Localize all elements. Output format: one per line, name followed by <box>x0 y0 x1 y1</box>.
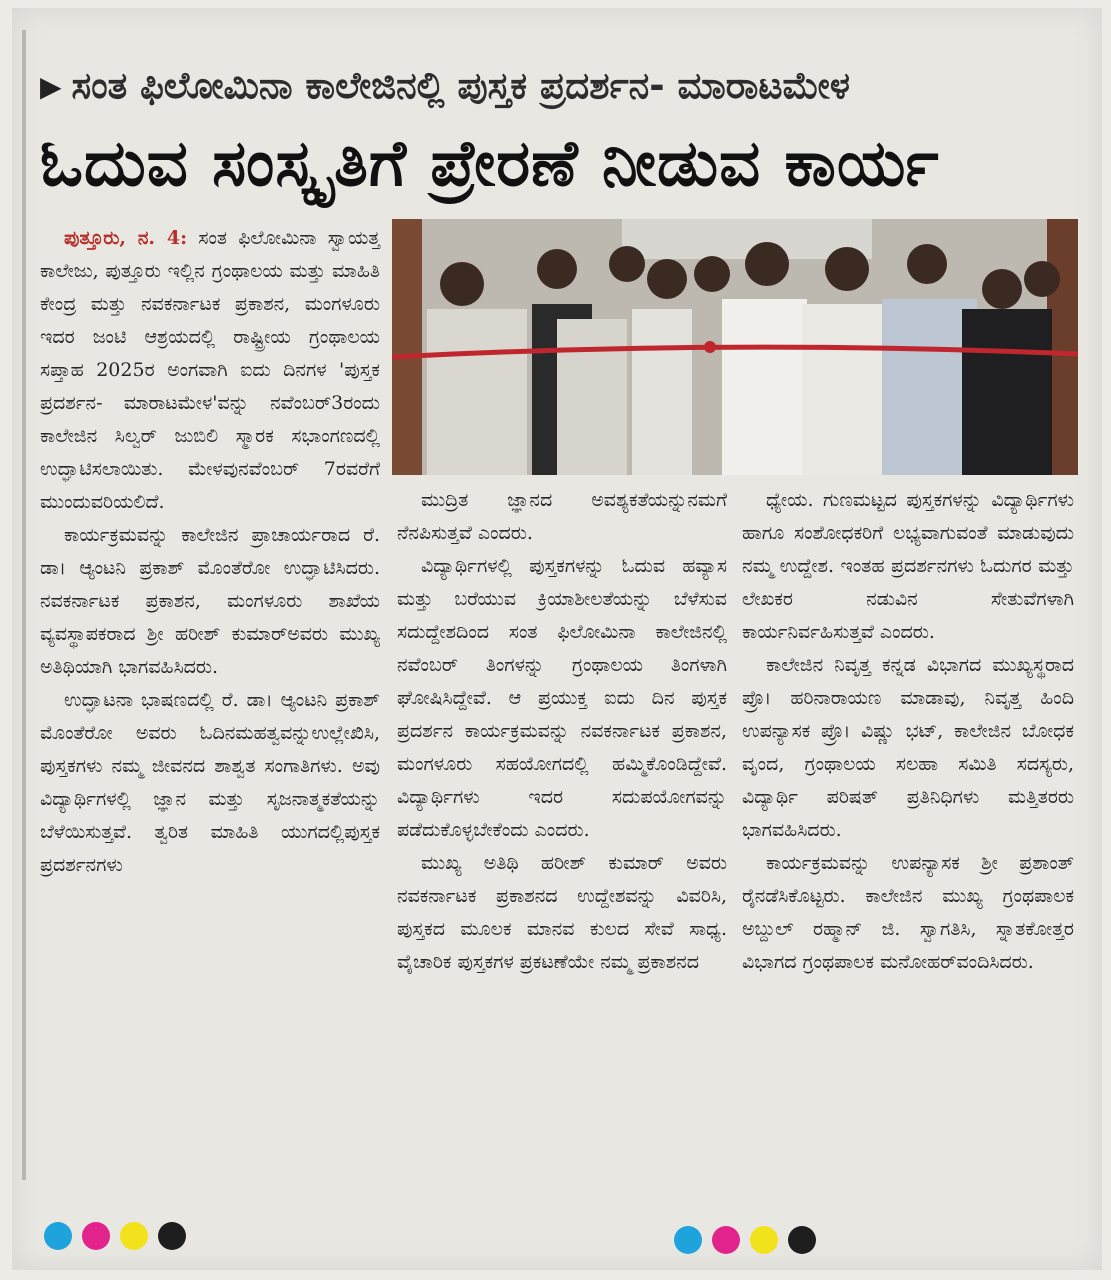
yellow-dot <box>120 1222 148 1250</box>
paragraph: ಧ್ಯೇಯ. ಗುಣಮಟ್ಟದ ಪುಸ್ತಕಗಳನ್ನು ವಿದ್ಯಾರ್ಥಿಗಳು ಹಾಗೂ ಸಂಶೋಧಕರಿಗೆ ಲಭ್ಯವಾಗುವಂತೆ ಮಾಡುವುದು ನಮ್ಮ ಉದ್ದೇಶ. ಇಂತಹ ಪ್ರದರ್ಶನಗಳು ಓದುಗರ ಮತ್ತು ಲೇಖಕರ ನಡುವಿನ ಸೇತುವೆಗಳಾಗಿ ಕಾರ್ಯನಿರ್ವಹಿಸುತ್ತವೆ ಎಂದರು. <box>742 489 1074 643</box>
paragraph <box>40 222 380 519</box>
photo-illustration <box>392 219 1078 475</box>
headline: ಓದುವ ಸಂಸ್ಕೃತಿಗೆ ಪ್ರೇರಣೆ ನೀಡುವ ಕಾರ್ಯ <box>40 127 940 201</box>
registration-marks-left <box>44 1222 186 1250</box>
cyan-dot <box>44 1222 72 1250</box>
paragraph: ಮುಖ್ಯ ಅತಿಥಿ ಹರೀಶ್ ಕುಮಾರ್ ಅವರು ನವಕರ್ನಾಟಕ ಪ್ರಕಾಶನದ ಉದ್ದೇಶವನ್ನು ವಿವರಿಸಿ, ಪುಸ್ತಕದ ಮೂಲಕ ಮಾನವ ಕುಲದ ಸೇವೆ ಸಾಧ್ಯ. ವೈಚಾರಿಕ ಪುಸ್ತಕಗಳ ಪ್ರಕಟಣೆಯೇ ನಮ್ಮ ಪ್ರಕಾಶನದ <box>397 852 727 973</box>
paragraph: ವಿದ್ಯಾರ್ಥಿಗಳಲ್ಲಿ ಪುಸ್ತಕಗಳನ್ನು ಓದುವ ಹವ್ಯಾಸ ಮತ್ತು ಬರೆಯುವ ಕ್ರಿಯಾಶೀಲತೆಯನ್ನು ಬೆಳೆಸುವ ಸದುದ್ದೇಶದಿಂದ ಸಂತ ಫಿಲೋಮಿನಾ ಕಾಲೇಜಿನಲ್ಲಿ ನವೆಂಬರ್ ತಿಂಗಳನ್ನು ಗ್ರಂಥಾಲಯ ತಿಂಗಳಾಗಿ ಘೋಷಿಸಿದ್ದೇವೆ. ಆ ಪ್ರಯುಕ್ತ ಐದು ದಿನ ಪುಸ್ತಕ ಪ್ರದರ್ಶನ ಕಾರ್ಯಕ್ರಮವನ್ನು ನವಕರ್ನಾಟಕ ಪ್ರಕಾಶನ, ಮಂಗಳೂರು ಸಹಯೋಗದಲ್ಲಿ ಹಮ್ಮಿಕೊಂಡಿದ್ದೇವೆ. ವಿದ್ಯಾರ್ಥಿಗಳು ಇದರ ಸದುಪಯೋಗವನ್ನು ಪಡೆದುಕೊಳ್ಳಬೇಕೆಂದು ಎಂದರು. <box>397 555 727 841</box>
paragraph: ಉದ್ಘಾಟನಾ ಭಾಷಣದಲ್ಲಿ ರೆ. ಡಾ। ಆ್ಯಂಟನಿ ಪ್ರಕಾಶ್ ಮೊಂತೆರೋ ಅವರು ಓದಿನಮಹತ್ವವನ್ನುಉಲ್ಲೇಖಿಸಿ, ಪುಸ್ತಕಗಳು ನಮ್ಮ ಜೀವನದ ಶಾಶ್ವತ ಸಂಗಾತಿಗಳು. ಅವು ವಿದ್ಯಾರ್ಥಿಗಳಲ್ಲಿ ಜ್ಞಾನ ಮತ್ತು ಸೃಜನಾತ್ಮಕತೆಯನ್ನು ಬೆಳೆಯಿಸುತ್ತವೆ. ತ್ವರಿತ ಮಾಹಿತಿ ಯುಗದಲ್ಲಿಪುಸ್ತಕ ಪ್ರದರ್ಶನಗಳು <box>40 689 380 876</box>
paragraph: ಕಾರ್ಯಕ್ರಮವನ್ನು ಕಾಲೇಜಿನ ಪ್ರಾಚಾರ್ಯರಾದ ರೆ. ಡಾ। ಆ್ಯಂಟನಿ ಪ್ರಕಾಶ್ ಮೊಂತೆರೋ ಉದ್ಘಾಟಿಸಿದರು. ನವಕರ್ನಾಟಕ ಪ್ರಕಾಶನ, ಮಂಗಳೂರು ಶಾಖೆಯ ವ್ಯವಸ್ಥಾಪಕರಾದ ಶ್ರೀ ಹರೀಶ್ ಕುಮಾರ್‌ಅವರು ಮುಖ್ಯ ಅತಿಥಿಯಾಗಿ ಭಾಗವಹಿಸಿದರು. <box>40 524 380 678</box>
paragraph: ಮುದ್ರಿತ ಜ್ಞಾನದ ಅವಶ್ಯಕತೆಯನ್ನುನಮಗೆ ನೆನಪಿಸುತ್ತವೆ ಎಂದರು. <box>397 489 727 544</box>
cyan-dot <box>674 1226 702 1254</box>
column-1 <box>40 222 380 882</box>
column-3 <box>742 484 1074 979</box>
triangle-bullet-icon: ▶ <box>40 69 62 103</box>
dateline: ಪುತ್ತೂರು, ನ. 4: <box>64 227 188 249</box>
black-dot <box>158 1222 186 1250</box>
paragraph-text: ಸಂತ ಫಿಲೋಮಿನಾ ಸ್ವಾಯತ್ತ ಕಾಲೇಜು, ಪುತ್ತೂರು ಇಲ್ಲಿನ ಗ್ರಂಥಾಲಯ ಮತ್ತು ಮಾಹಿತಿ ಕೇಂದ್ರ ಮತ್ತು ನವಕರ್ನಾಟಕ ಪ್ರಕಾಶನ, ಮಂಗಳೂರು ಇದರ ಜಂಟಿ ಆಶ್ರಯದಲ್ಲಿ ರಾಷ್ಟ್ರೀಯ ಗ್ರಂಥಾಲಯ ಸಪ್ತಾಹ 2025ರ ಅಂಗವಾಗಿ ಐದು ದಿನಗಳ 'ಪುಸ್ತಕ ಪ್ರದರ್ಶನ- ಮಾರಾಟಮೇಳ'ವನ್ನು ನವೆಂಬರ್3ರಂದು ಕಾಲೇಜಿನ ಸಿಲ್ವರ್ ಜುಬಿಲಿ ಸ್ಮಾರಕ ಸಭಾಂಗಣದಲ್ಲಿ ಉದ್ಘಾಟಿಸಲಾಯಿತು. ಮೇಳವುನವೆಂಬರ್ 7ರವರೆಗೆ ಮುಂದುವರಿಯಲಿದೆ. <box>40 227 381 513</box>
yellow-dot <box>750 1226 778 1254</box>
magenta-dot <box>82 1222 110 1250</box>
page-edge <box>22 30 26 1180</box>
magenta-dot <box>712 1226 740 1254</box>
column-2 <box>397 484 727 979</box>
paragraph: ಕಾಲೇಜಿನ ನಿವೃತ್ತ ಕನ್ನಡ ವಿಭಾಗದ ಮುಖ್ಯಸ್ಥರಾದ ಪ್ರೊ। ಹರಿನಾರಾಯಣ ಮಾಡಾವು, ನಿವೃತ್ತ ಹಿಂದಿ ಉಪನ್ಯಾಸಕ ಪ್ರೊ। ವಿಷ್ಣು ಭಟ್, ಕಾಲೇಜಿನ ಬೋಧಕ ವೃಂದ, ಗ್ರಂಥಾಲಯ ಸಲಹಾ ಸಮಿತಿ ಸದಸ್ಯರು, ವಿದ್ಯಾರ್ಥಿ ಪರಿಷತ್ ಪ್ರತಿನಿಧಿಗಳು ಮತ್ತಿತರರು ಭಾಗವಹಿಸಿದರು. <box>742 654 1074 841</box>
kicker <box>40 60 1100 112</box>
kicker-text: ಸಂತ ಫಿಲೋಮಿನಾ ಕಾಲೇಜಿನಲ್ಲಿ ಪುಸ್ತಕ ಪ್ರದರ್ಶನ- ಮಾರಾಟಮೇಳ <box>71 64 850 107</box>
paragraph: ಕಾರ್ಯಕ್ರಮವನ್ನು ಉಪನ್ಯಾಸಕ ಶ್ರೀ ಪ್ರಶಾಂತ್ ರೈನಡೆಸಿಕೊಟ್ಟರು. ಕಾಲೇಜಿನ ಮುಖ್ಯ ಗ್ರಂಥಪಾಲಕ ಅಬ್ದುಲ್ ರಹ್ಮಾನ್ ಜಿ. ಸ್ವಾಗತಿಸಿ, ಸ್ನಾತಕೋತ್ತರ ವಿಭಾಗದ ಗ್ರಂಥಪಾಲಕ ಮನೋಹರ್‌ವಂದಿಸಿದರು. <box>742 852 1074 973</box>
ribbon-cutting-photo <box>392 219 1078 475</box>
registration-marks-right <box>674 1226 816 1254</box>
black-dot <box>788 1226 816 1254</box>
